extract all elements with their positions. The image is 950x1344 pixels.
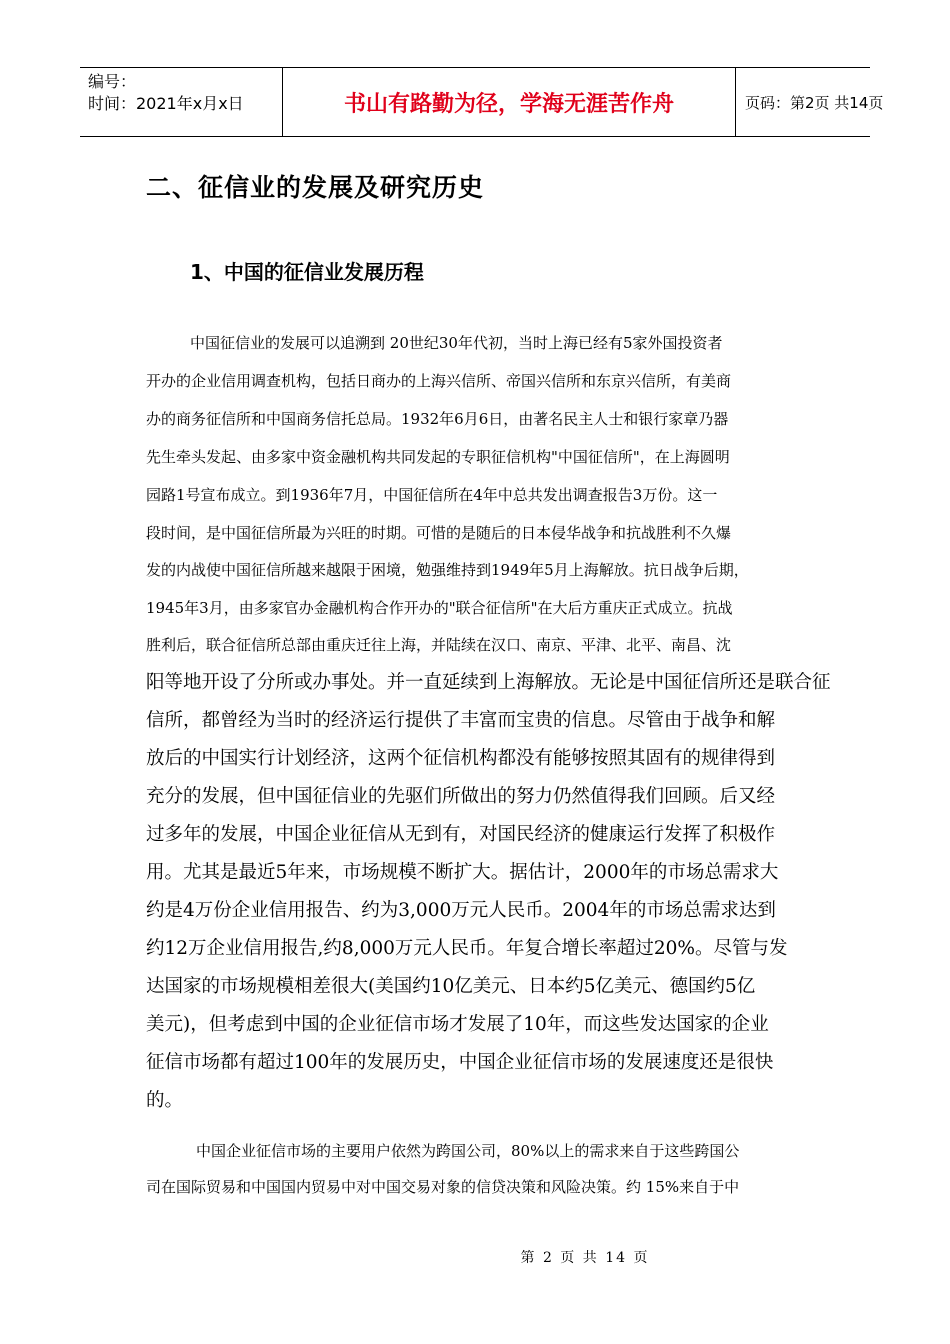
header-meta <box>80 68 282 136</box>
document-page: 编号： 时间：2021年x月x日 书山有路勤为径，学海无涯苦作舟 页码：第2页 共14页 二、征信业的发展及研究历史 1、中国的征信业发展历程 中国征信业的发展可以追溯到 20世纪30年代初，当时上海已经有5家外国投资者 开办的企业信用调查机构，包括日商办的上海兴信所、帝国兴信所和东京兴信所，有美商 办的商务征信所和中国商务信托总局。1932年6月6日，由著名民主人士和银行家章乃器 先生牵头发起、由多家中资金融机构共同发起的专职征信机构"中国征信所"，在上海圆明 园路1号宣布成立。到1936年7月，中国征信所在4年中总共发出调查报告3万份。这一 段时间，是中国征信所最为兴旺的时期。可惜的是随后的日本侵华战争和抗战胜利不久爆 发的内战使中国征信所越来越限于困境，勉强维持到1949年5月上海解放。抗日战争后期， 1945年3月，由多家官办金融机构合作开办的"联合征信所"在大后方重庆正式成立。抗战 胜利后，联合征信所总部由重庆迁往上海，并陆续在汉口、南京、平津、北平、南昌、沈 阳等地开设了分所或办事处。并一直延续到上海解放。无论是中国征信所还是联合征 信所，都曾经为当时的经济运行提供了丰富而宝贵的信息。尽管由于战争和解 放后的中国实行计划经济，这两个征信机构都没有能够按照其固有的规律得到 充分的发展，但中国征信业的先驱们所做出的努力仍然值得我们回顾。后又经 过多年的发展，中国企业征信从无到有，对国民经济的健康运行发挥了积极作 用。尤其是最近5年来，市场规模不断扩大。据估计，2000年的市场总需求大 约是4万份企业信用报告、约为3,000万元人民币。2004年的市场总需求达到 约12万企业信用报告,约8,000万元人民币。年复合增长率超过20%。尽管与发 达国家的市场规模相差很大(美国约10亿美元、日本约5亿美元、德国约5亿 美元)，但考虑到中国的企业征信市场才发展了10年，而这些发达国家的企业 征信市场都有超过100年的发展历史，中国企业征信市场的发展速度还是很快 的。 中国企业征信市场的主要用户依然为跨国公司，80%以上的需求来自于这些跨国公 司在国际贸易和中国国内贸易中对中国交易对象的信贷决策和风险决策。约 15%来自于中 第 2 页 共 14 页 <box>0 0 950 1344</box>
footer-page-number: 第 2 页 共 14 页 <box>520 1250 650 1266</box>
number-label: 编号： <box>88 72 137 91</box>
header-table <box>80 67 884 137</box>
section-title: 二、征信业的发展及研究历史 <box>146 173 485 202</box>
page-footer <box>0 1247 950 1267</box>
subsection-title: 1、中国的征信业发展历程 <box>190 260 424 284</box>
page-info: 页码：第2页 共14页 <box>745 93 884 112</box>
motto: 书山有路勤为径，学海无涯苦作舟 <box>282 68 736 136</box>
date-label: 时间：2021年x月x日 <box>88 94 244 113</box>
